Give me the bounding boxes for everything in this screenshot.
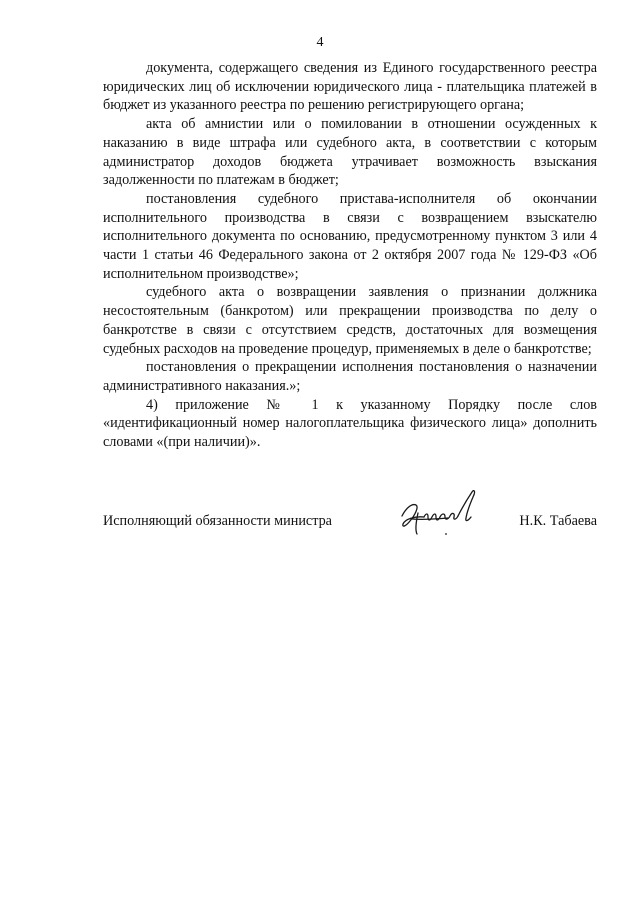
paragraph-amnesty-act: акта об амнистии или о помиловании в отношении осужденных к наказанию в виде штрафа или судебного акта, в соответствии с которым администратор доходов бюджета утрачивает возможность взыскания задолженности по платежам в бюджет; bbox=[103, 116, 597, 189]
paragraph-bailiff-resolution: постановления судебного пристава-исполнителя об окончании исполнительного производства в связи с возвращением взыскателю исполнительного документа по основанию, предусмотренному пунктом 3 или 4 части 1 статьи 46 Федерального закона от 2 октября 2007 года № 129-ФЗ «Об исполнительном производстве»; bbox=[103, 190, 597, 282]
paragraph-administrative-penalty: постановления о прекращении исполнения постановления о назначении административного наказания.»; bbox=[103, 359, 597, 394]
signer-position: Исполняющий обязанности министра bbox=[103, 513, 332, 529]
document-body bbox=[103, 59, 597, 452]
paragraph-registry-exclusion: документа, содержащего сведения из Единого государственного реестра юридических лиц об исключении юридического лица - плательщика платежей в бюджет из указанного реестра по решению регистрирующего органа; bbox=[103, 60, 597, 114]
paragraph-bankruptcy-act: судебного акта о возвращении заявления о признании должника несостоятельным (банкротом) или прекращении производства по делу о банкротстве в связи с отсутствием средств, достаточных для возмещения судебных расходов на проведение процедур, применяемых в деле о банкротстве; bbox=[103, 284, 597, 357]
signer-name: Н.К. Табаева bbox=[519, 513, 597, 529]
handwritten-signature bbox=[388, 486, 483, 546]
paragraph-appendix-amendment: 4) приложение № 1 к указанному Порядку после слов «идентификационный номер налогоплательщика физического лица» дополнить словами «(при наличии)». bbox=[103, 396, 597, 451]
signature-block bbox=[103, 486, 597, 546]
page-number: 4 bbox=[316, 35, 324, 50]
